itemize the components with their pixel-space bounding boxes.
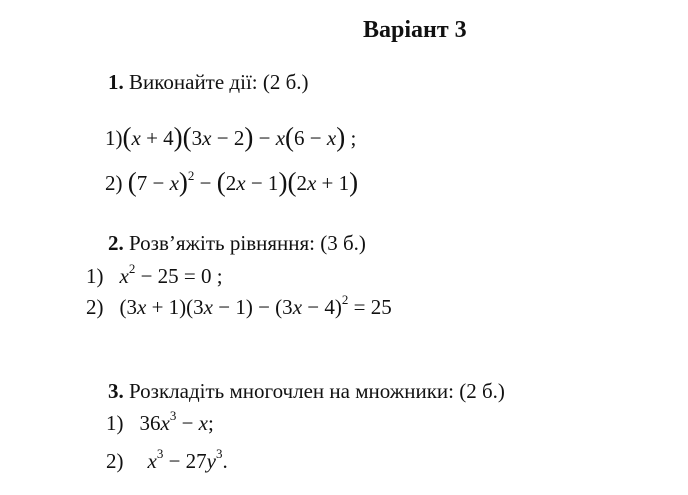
- page-title: Варіант 3: [363, 17, 467, 43]
- task2-heading-text: Розв’яжіть рівняння:: [129, 231, 315, 255]
- task2-item2: [86, 292, 392, 319]
- task3-heading-text: Розкладіть многочлен на множники:: [129, 379, 454, 403]
- task1-points: (2 б.): [262, 70, 309, 94]
- task3-number: 3.: [108, 379, 124, 403]
- task1-number: 1.: [108, 70, 124, 94]
- task2-item1-label: 1): [86, 264, 104, 288]
- task2-item1-expression: $x^2 - 25 = 0$ ;: [119, 261, 223, 288]
- task2-item2-label: 2): [86, 295, 104, 319]
- task3-item2-label: 2): [106, 449, 124, 473]
- task3-item1-expression: $36x^3 - x$;: [139, 408, 214, 435]
- task3-item2-expression: $x^3 - 27y^3$.: [147, 446, 228, 473]
- task1-item2: [105, 167, 359, 197]
- task1-heading-text: Виконайте дії:: [129, 70, 258, 94]
- task3-item2: [106, 446, 228, 473]
- task1-item1: [105, 122, 357, 152]
- task1-item2-expression: $(7 - x)^2 - (2x - 1)(2x + 1)$: [127, 167, 359, 197]
- task2-number: 2.: [108, 231, 124, 255]
- task3-heading: [108, 381, 505, 402]
- task3-item1-label: 1): [106, 411, 124, 435]
- task1-heading: [108, 72, 309, 93]
- task1-item1-expression: (x + 4)(3x − 2) − x(6 − x) ;: [122, 122, 357, 152]
- task1-item1-label: 1): [105, 126, 123, 150]
- task1-item2-label: 2): [105, 171, 123, 195]
- task2-item2-expression: $(3x + 1)(3x - 1) - (3x - 4)^2 = 25$: [119, 292, 392, 319]
- task2-heading: [108, 233, 366, 254]
- task3-item1: [106, 408, 214, 435]
- task3-points: (2 б.): [459, 379, 505, 403]
- task2-points: (3 б.): [320, 231, 366, 255]
- task2-item1: [86, 261, 223, 288]
